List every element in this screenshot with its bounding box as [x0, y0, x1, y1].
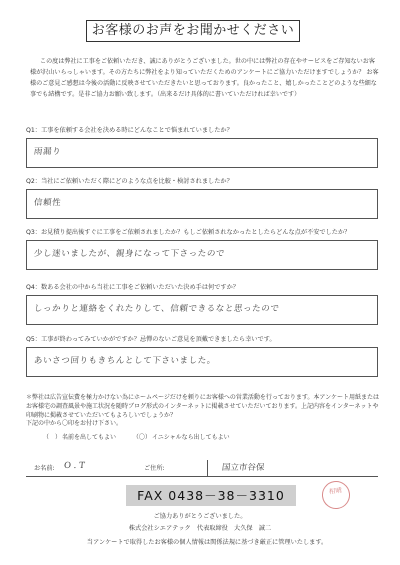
- choice-show-name-text: 名前を出してもよい: [62, 434, 117, 441]
- intro-text: この度は弊社に工事をご依頼いただき、誠にありがとうございました。世の中には弊社の存在やサービスをご存知ないお客様が沢山いらっしゃいます。その方たちに弊社をより知っていただくためのアンケートにご協力いただけますでしょうか？ お客様のご意見ご感想は今後の活動に反映させていただきたいと思っております。良かったこと、嬉しかったことどのような些細な事でも結構です。是非ご協力お願い致します。（出来るだけ具体的に書いていただければ幸いです）: [30, 58, 379, 98]
- answer-4-box[interactable]: [26, 295, 378, 325]
- answer-2-text: 信頼性: [33, 198, 62, 208]
- choice-initials-only-mark: （〇）: [132, 434, 151, 441]
- fax-number: FAX 0438－38－3310: [126, 485, 296, 506]
- answer-5-text: あいさつ回りもきちんとして下さいました。: [33, 356, 217, 366]
- question-5-label: Q5：工事が終わってみていかがですか？忌憚のないご意見を頂戴できましたら幸いです。: [26, 336, 276, 343]
- question-3-label: Q3：お見積り提出後すぐに工事をご依頼されましたか？もしご依頼されなかったとしたらどんな点が不安でしたか？: [26, 229, 351, 236]
- name-address-row: [26, 460, 378, 477]
- question-1: [26, 126, 378, 168]
- question-4-label: Q4：数ある会社の中から当社に工事をご依頼いただいた決め手は何ですか？: [26, 284, 239, 291]
- answer-3-text: 少し迷いましたが、親身になって下さったので: [33, 249, 226, 259]
- choice-initials-only[interactable]: [132, 432, 230, 441]
- company-line: 株式会社シエアテック 代表取締役 大久保 誠二: [128, 525, 272, 532]
- choice-prompt: 下記の中から〇印をお付け下さい。: [26, 420, 123, 428]
- answer-1-text: 雨漏り: [33, 147, 62, 157]
- question-5: [26, 335, 378, 377]
- seal-stamp-text: 相晴: [328, 486, 343, 496]
- question-3: [26, 228, 378, 270]
- question-4: [26, 283, 378, 325]
- question-2-label: Q2：当社にご依頼いただく際にどのような点を比較・検討されましたか？: [26, 178, 233, 185]
- answer-5-box[interactable]: [26, 347, 378, 377]
- notes-section: [26, 394, 382, 429]
- page-title: お客様のお声をお聞かせください: [86, 20, 300, 42]
- name-field[interactable]: O . T: [63, 461, 86, 471]
- choice-initials-only-text: イニシャルなら出してもよい: [151, 434, 230, 441]
- answer-4-text: しっかりと連絡をくれたりして、信頼できるなと思ったので: [33, 304, 280, 314]
- answer-2-box[interactable]: [26, 189, 378, 219]
- answer-3-box[interactable]: [26, 240, 378, 270]
- choice-show-name[interactable]: [42, 432, 116, 441]
- choice-show-name-mark: （ ）: [42, 434, 61, 441]
- answer-1-box[interactable]: [26, 138, 378, 168]
- address-label: ご住所:: [144, 465, 165, 472]
- notes-text: ＊弊社は広告宣伝費を極力かけない為にホームページだけを頼りにお客様への営業活動を行っております。本アンケート用紙またはお客様宅の調査風景や施工状況を随時ブログ形式のインターネットに掲載させていただいております。上記内容をインターネットや印刷物に掲載させていただいてもよろしいでしょうか？: [26, 394, 380, 419]
- name-row-divider: [207, 460, 208, 476]
- question-1-label: Q1：工事を依頼する会社を決める時にどんなことで悩まれていましたか？: [26, 127, 233, 134]
- name-label: お名前:: [34, 465, 55, 472]
- seal-stamp: [320, 479, 352, 511]
- address-field[interactable]: 国立市谷保: [221, 463, 265, 473]
- permission-choices: [42, 432, 244, 441]
- privacy-note: 当アンケートで取得したお客様の個人情報は関係法規に基づき厳正に管理いたします。: [86, 539, 328, 546]
- question-2: [26, 177, 378, 219]
- thanks-text: ご協力ありがとうございました。: [153, 513, 247, 520]
